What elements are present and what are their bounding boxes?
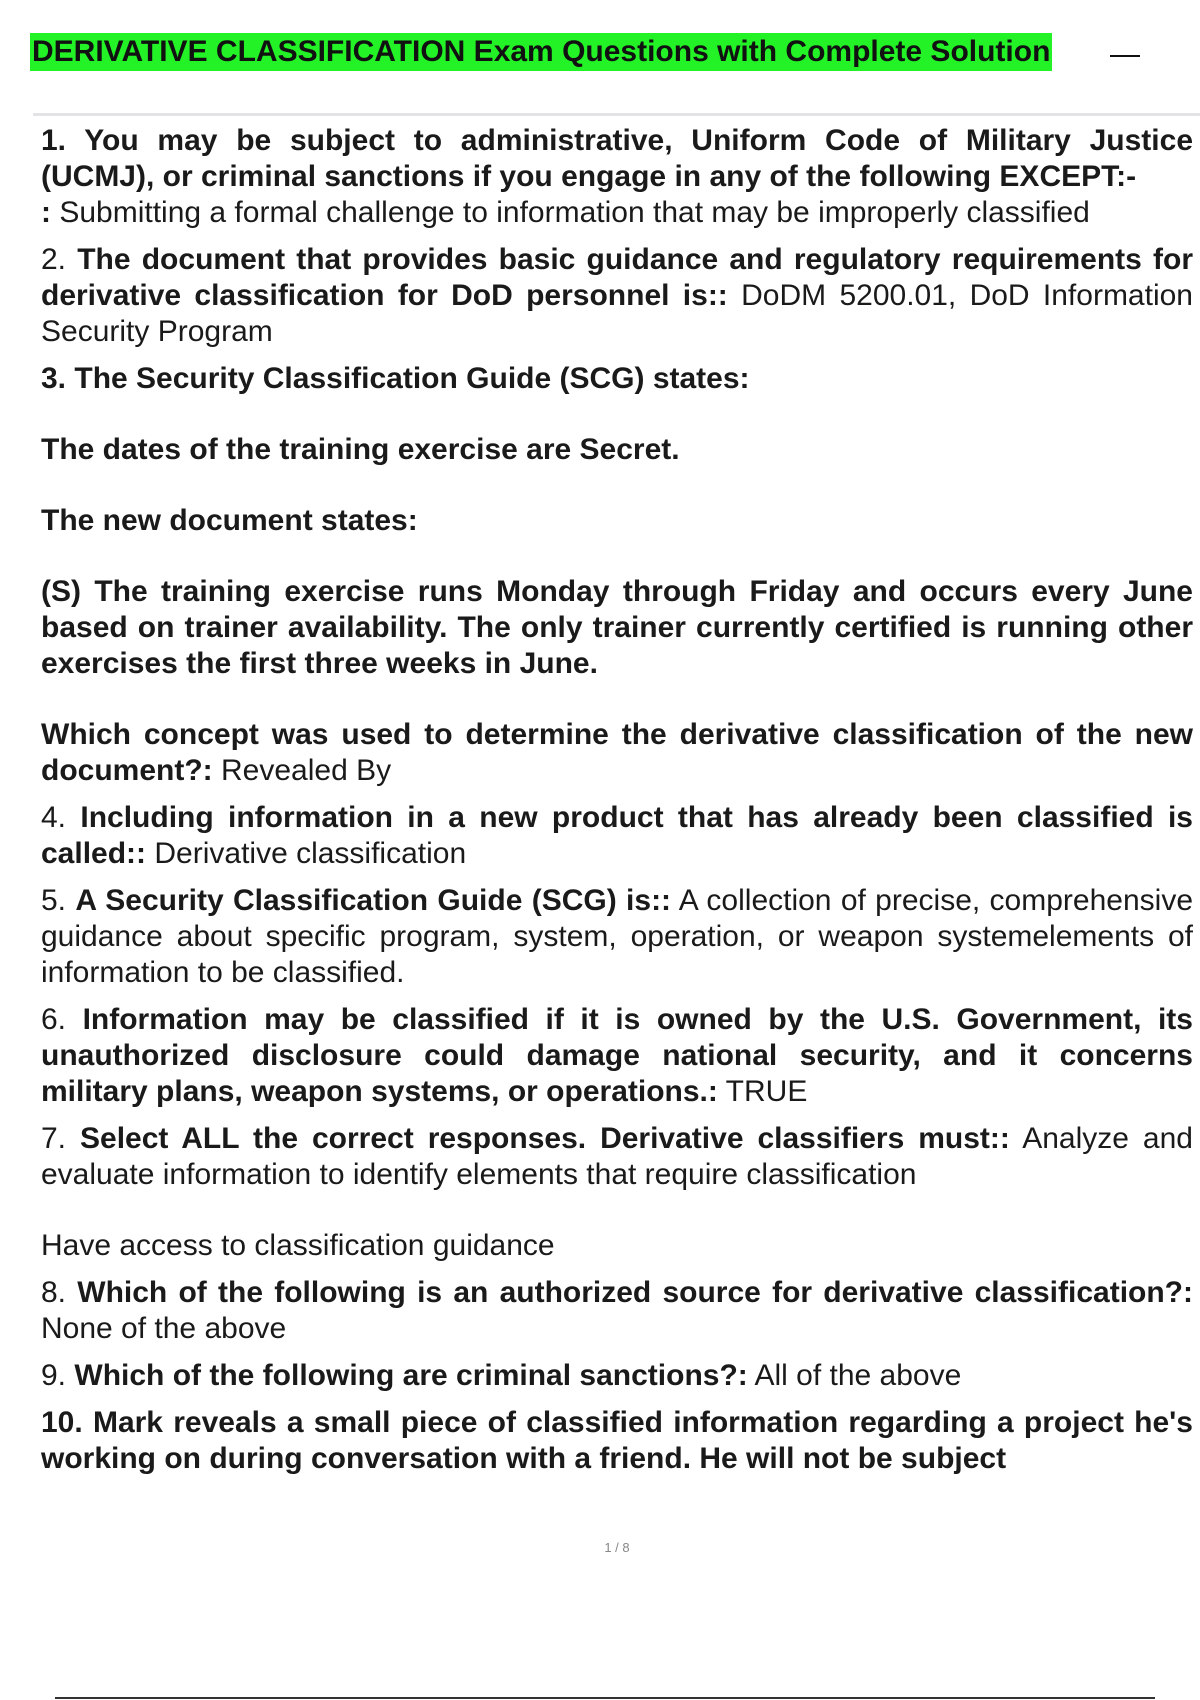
question-text: Including information in a new product that has already been classified is called::	[41, 801, 1193, 870]
question-text: Mark reveals a small piece of classified information regarding a project he's working on during conversation with a friend. He will not be subject	[41, 1406, 1193, 1475]
title-bar	[30, 33, 1140, 73]
question-5	[41, 883, 1193, 991]
document-title: DERIVATIVE CLASSIFICATION Exam Questions with Complete Solution	[30, 33, 1052, 71]
question-6	[41, 1002, 1193, 1110]
header-divider	[33, 113, 1200, 116]
question-2	[41, 242, 1193, 350]
answer-text: Have access to classification guidance	[41, 1229, 555, 1262]
question-text: Information may be classified if it is owned by the U.S. Government, its unauthorized disclosure could damage national security, and it concerns military plans, weapon systems, or operations.:	[41, 1003, 1193, 1108]
question-text: Which of the following is an authorized source for derivative classification?:	[77, 1276, 1193, 1309]
question-number: 7.	[41, 1122, 67, 1155]
question-text: You may be subject to administrative, Uniform Code of Military Justice (UCMJ), or criminal sanctions if you engage in any of the following EXCEPT:-	[41, 124, 1194, 193]
question-10	[41, 1405, 1193, 1477]
answer-text: A collection of precise, comprehensive guidance about specific program, system, operation, or weapon systemelements of information to be classified.	[41, 884, 1193, 989]
question-9	[41, 1358, 1193, 1394]
question-paragraph: The dates of the training exercise are Secret.	[41, 433, 680, 466]
page-bottom-rule	[55, 1697, 1155, 1699]
question-text: Which concept was used to determine the derivative classification of the new document?:	[41, 718, 1193, 787]
question-number: 6.	[41, 1003, 67, 1036]
question-text: A Security Classification Guide (SCG) is::	[75, 884, 672, 917]
answer-text: Analyze and evaluate information to identify elements that require classification	[41, 1122, 1193, 1191]
question-number: 3.	[41, 362, 67, 395]
question-number: 9.	[41, 1359, 67, 1392]
question-3	[41, 361, 1193, 789]
answer-text: None of the above	[41, 1312, 287, 1345]
question-number: 2.	[41, 243, 67, 276]
question-number: 1.	[41, 124, 67, 157]
answer-text: Revealed By	[221, 754, 392, 787]
question-text: The document that provides basic guidance and regulatory requirements for derivative classification for DoD personnel is::	[41, 243, 1193, 312]
question-1	[41, 123, 1193, 231]
question-number: 5.	[41, 884, 67, 917]
question-number: 10.	[41, 1406, 83, 1439]
page-indicator: 1 / 8	[604, 1540, 630, 1555]
question-8	[41, 1275, 1193, 1347]
question-number: 8.	[41, 1276, 67, 1309]
question-number: 4.	[41, 801, 67, 834]
answer-text: Submitting a formal challenge to information that may be improperly classified	[59, 196, 1090, 229]
question-paragraph: The Security Classification Guide (SCG) states:	[74, 362, 750, 395]
question-list	[41, 123, 1193, 1488]
answer-text: TRUE	[725, 1075, 808, 1108]
answer-text: All of the above	[754, 1359, 962, 1392]
question-paragraph: The new document states:	[41, 504, 418, 537]
answer-text: DoDM 5200.01, DoD Information Security Program	[41, 279, 1193, 348]
title-trailing-rule	[1110, 55, 1140, 57]
question-7	[41, 1121, 1193, 1264]
question-paragraph: (S) The training exercise runs Monday through Friday and occurs every June based on trainer availability. The only trainer currently certified is running other exercises the first three weeks in June.	[41, 575, 1193, 680]
question-4	[41, 800, 1193, 872]
question-text: Select ALL the correct responses. Derivative classifiers must::	[80, 1122, 1010, 1155]
answer-separator: :	[41, 196, 51, 229]
answer-text: Derivative classification	[154, 837, 467, 870]
question-text: Which of the following are criminal sanctions?:	[74, 1359, 748, 1392]
